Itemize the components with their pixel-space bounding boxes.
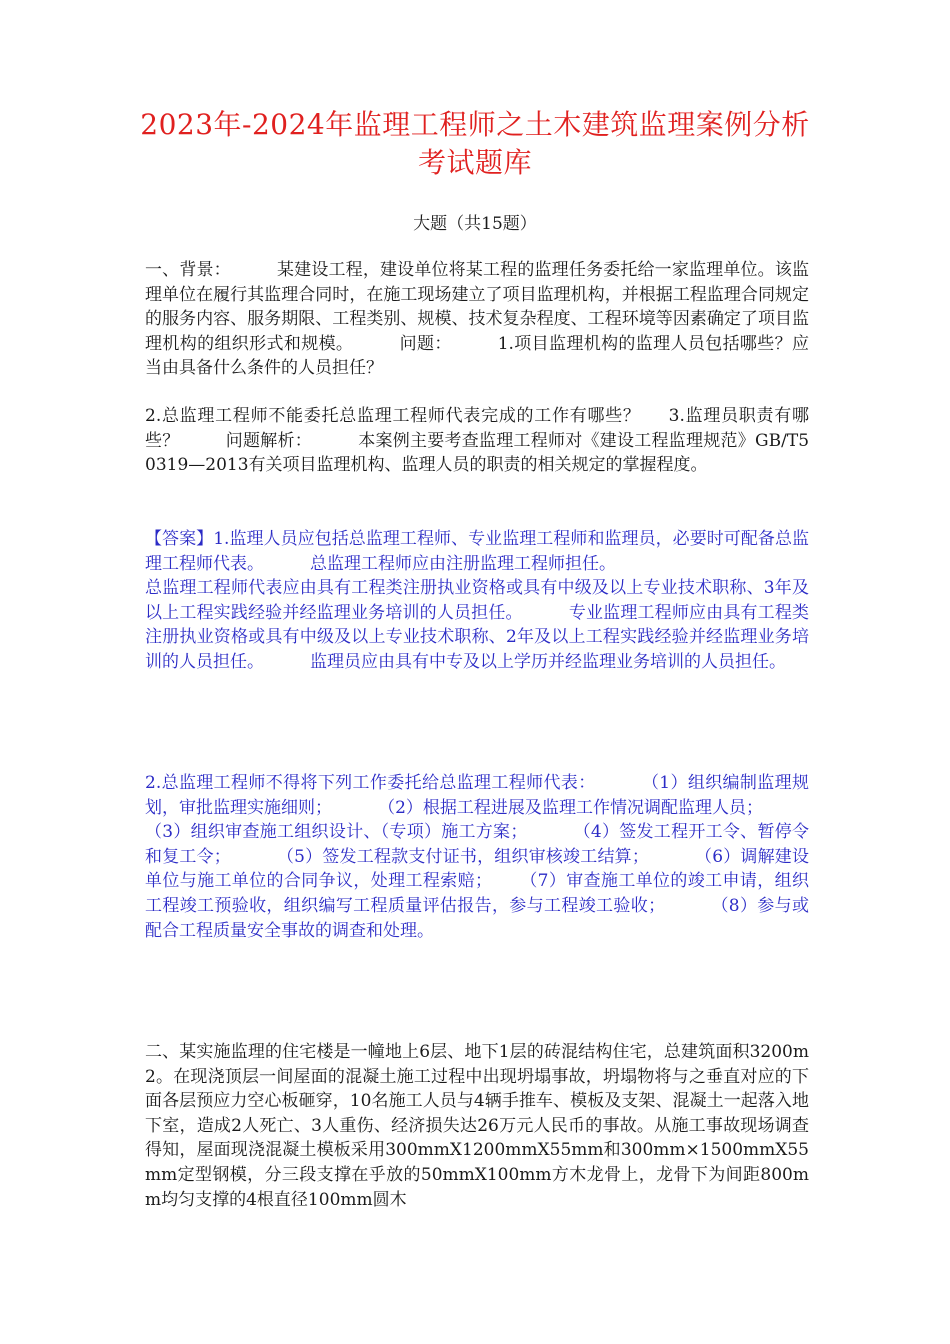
answer-2-item: （3）组织审查施工组织设计、（专项）施工方案； [145, 822, 528, 843]
q2-paragraph: 二、某实施监理的住宅楼是一幢地上6层、地下1层的砖混结构住宅，总建筑面积3200m2。在现浇顶层一间屋面的混凝土施工过程中出现坍塌事故，坍塌物将与之垂直对应的下面各层预应力空心板砸穿，10名施工人员与4辆手推车、模板及支架、混凝土一起落入地下室，造成2人死亡、3人重伤、经济损失达26万元人民币的事故。从施工事故现场调查得知，屋面现浇混凝土模板采用300mmX1200mmX55mm和300mm×1500mmX55mm定型钢模，分三段支撑在乎放的50mmX100mm方木龙骨上，龙骨下为间距800mm均匀支撑的4根直径100mm圆木 [145, 1042, 809, 1210]
answer-1b: 总监理工程师应由注册监理工程师担任。 [310, 553, 616, 574]
q1-question-1: 1.项目监理机构的监理人员包括哪些？应当由具备什么条件的人员担任？ [145, 333, 809, 379]
q1-question-2: 2.总监理工程师不能委托总监理工程师代表完成的工作有哪些？ [145, 406, 641, 426]
q1-question-label: 问题： [399, 333, 452, 354]
q1-questions-paragraph [145, 404, 809, 478]
answer-1c: 总监理工程师代表应由具有工程类注册执业资格或具有中级及以上专业技术职称、3年及以上工程实践经验并经监理业务培训的人员担任。 [145, 578, 809, 623]
q1-background-label: 一、背景： [145, 260, 231, 280]
q1-answer-1-paragraph [145, 527, 809, 675]
answer-2-item: （2）根据工程进展及监理工作情况调配监理人员； [378, 797, 763, 818]
answer-2-item: （1）组织编制监理规划，审批监理实施细则； [145, 773, 809, 818]
answer-1a: 1.监理人员应包括总监理工程师、专业监理工程师和监理员，必要时可配备总监理工程师代表。 [145, 529, 809, 574]
answer-2-item: （8）参与或配合工程质量安全事故的调查和处理。 [145, 895, 809, 941]
answer-1e: 监理员应由具有中专及以上学历并经监理业务培训的人员担任。 [310, 651, 786, 672]
q1-background-paragraph [145, 258, 809, 381]
answer-2-item: （5）签发工程款支付证书，组织审核竣工结算； [276, 846, 649, 867]
answer-1d: 专业监理工程师应由具有工程类注册执业资格或具有中级及以上专业技术职称、2年及以上工程实践经验并经监理业务培训的人员担任。 [145, 602, 810, 672]
document-title: 2023年-2024年监理工程师之土木建筑监理案例分析考试题库 [140, 108, 810, 179]
q1-analysis-label: 问题解析： [225, 430, 313, 451]
answer-2-item: （7）审查施工单位的竣工申请，组织工程竣工预验收，组织编写工程质量评估报告，参与工程竣工验收； [145, 871, 809, 916]
q1-question-3: 3.监理员职责有哪些？ [145, 406, 809, 451]
q1-answer-2-paragraph [145, 771, 809, 943]
q1-analysis-text: 本案例主要考查监理工程师对《建设工程监理规范》GB/T50319—2013有关项目监理机构、监理人员的职责的相关规定的掌握程度。 [145, 430, 810, 476]
answer-2-item: （4）签发工程开工令、暂停令和复工令； [145, 822, 809, 867]
answer-2-item: （6）调解建设单位与施工单位的合同争议，处理工程索赔； [145, 846, 809, 892]
section-heading: 大题（共15题） [413, 214, 537, 234]
answer-tag: 【答案】 [145, 529, 214, 549]
q1-background-text: 某建设工程，建设单位将某工程的监理任务委托给一家监理单位。该监理单位在履行其监理合同时，在施工现场建立了项目监理机构，并根据工程监理合同规定的服务内容、服务期限、工程类别、规模、技术复杂程度、工程环境等因素确定了项目监理机构的组织形式和规模。 [145, 260, 810, 354]
answer-2-intro: 2.总监理工程师不得将下列工作委托给总监理工程师代表： [145, 773, 596, 793]
